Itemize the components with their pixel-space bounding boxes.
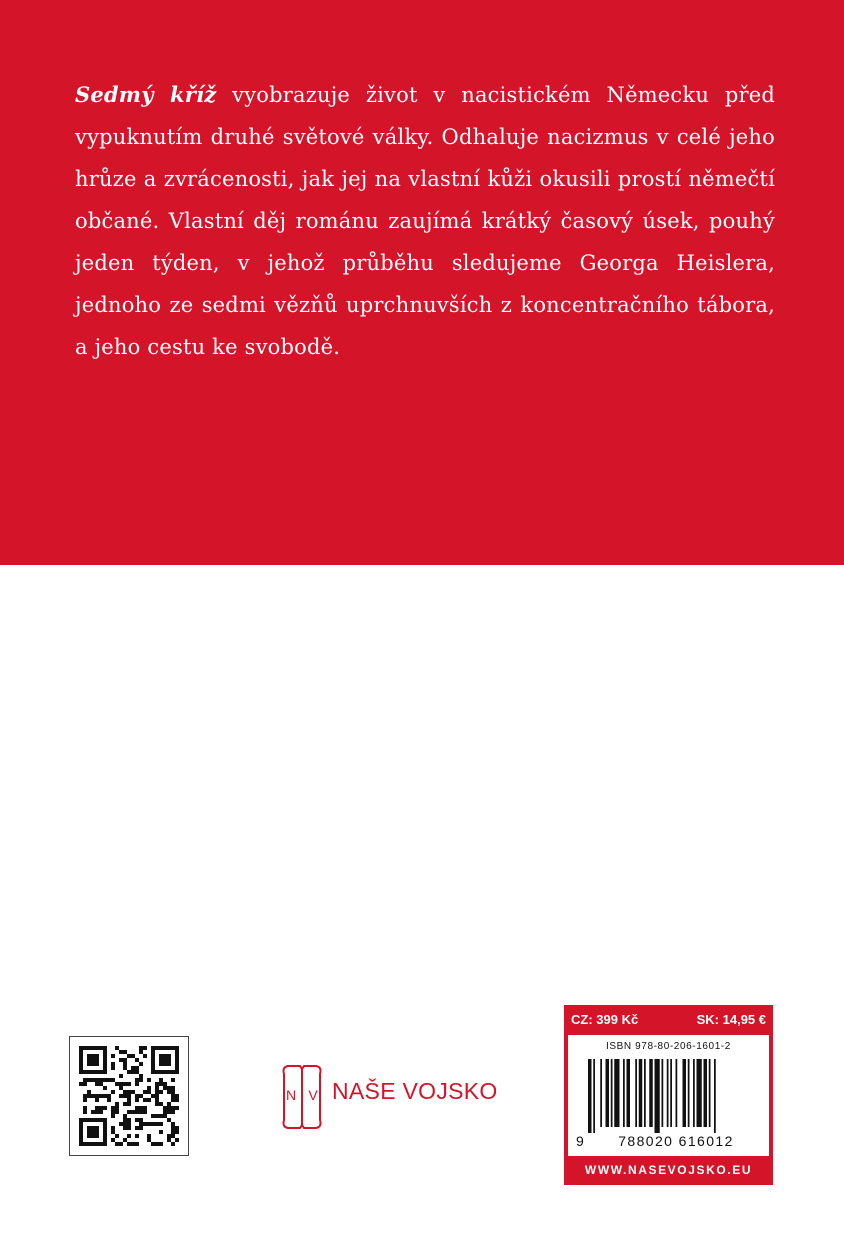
price-cz: CZ: 399 Kč: [571, 1012, 639, 1027]
logo-letter-v: V: [308, 1087, 318, 1103]
price-sk: SK: 14,95 €: [696, 1012, 766, 1027]
ean-first-digit: 9: [576, 1133, 585, 1149]
logo-letter-n: N: [285, 1087, 297, 1103]
book-logo-icon: [274, 1062, 330, 1132]
book-title-inline: Sedmý kříž: [75, 82, 217, 107]
publisher-website: WWW.NASEVOJSKO.EU: [584, 1163, 753, 1177]
price-row: [564, 1005, 773, 1035]
qr-code: [69, 1036, 189, 1156]
barcode-icon: [588, 1059, 760, 1133]
blurb-text: vyobrazuje život v nacistickém Německu před vypuknutím druhé světové války. Odhaluje nacizmus v celé jeho hrůze a zvrácenosti, jak jej na vlastní kůži okusili prostí němečtí občané. Vlastní děj románu zaujímá krátký časový úsek, pouhý jeden týden, v jehož průběhu sledujeme Georga Heislera, jednoho ze sedmi vězňů uprchnuvších z koncentračního tábora, a jeho cestu ke svobodě.: [75, 83, 775, 359]
publisher-logo: [274, 1062, 498, 1132]
publisher-name: NAŠE VOJSKO: [332, 1078, 498, 1104]
ean-rest-digits: 788020 616012: [618, 1133, 734, 1149]
qr-code-icon: [70, 1037, 188, 1155]
barcode-area: [568, 1035, 769, 1156]
red-cover-band: [0, 0, 844, 565]
price-barcode-box: [564, 1005, 773, 1185]
book-blurb: [75, 74, 775, 368]
isbn-number: ISBN 978-80-206-1601-2: [606, 1041, 731, 1052]
